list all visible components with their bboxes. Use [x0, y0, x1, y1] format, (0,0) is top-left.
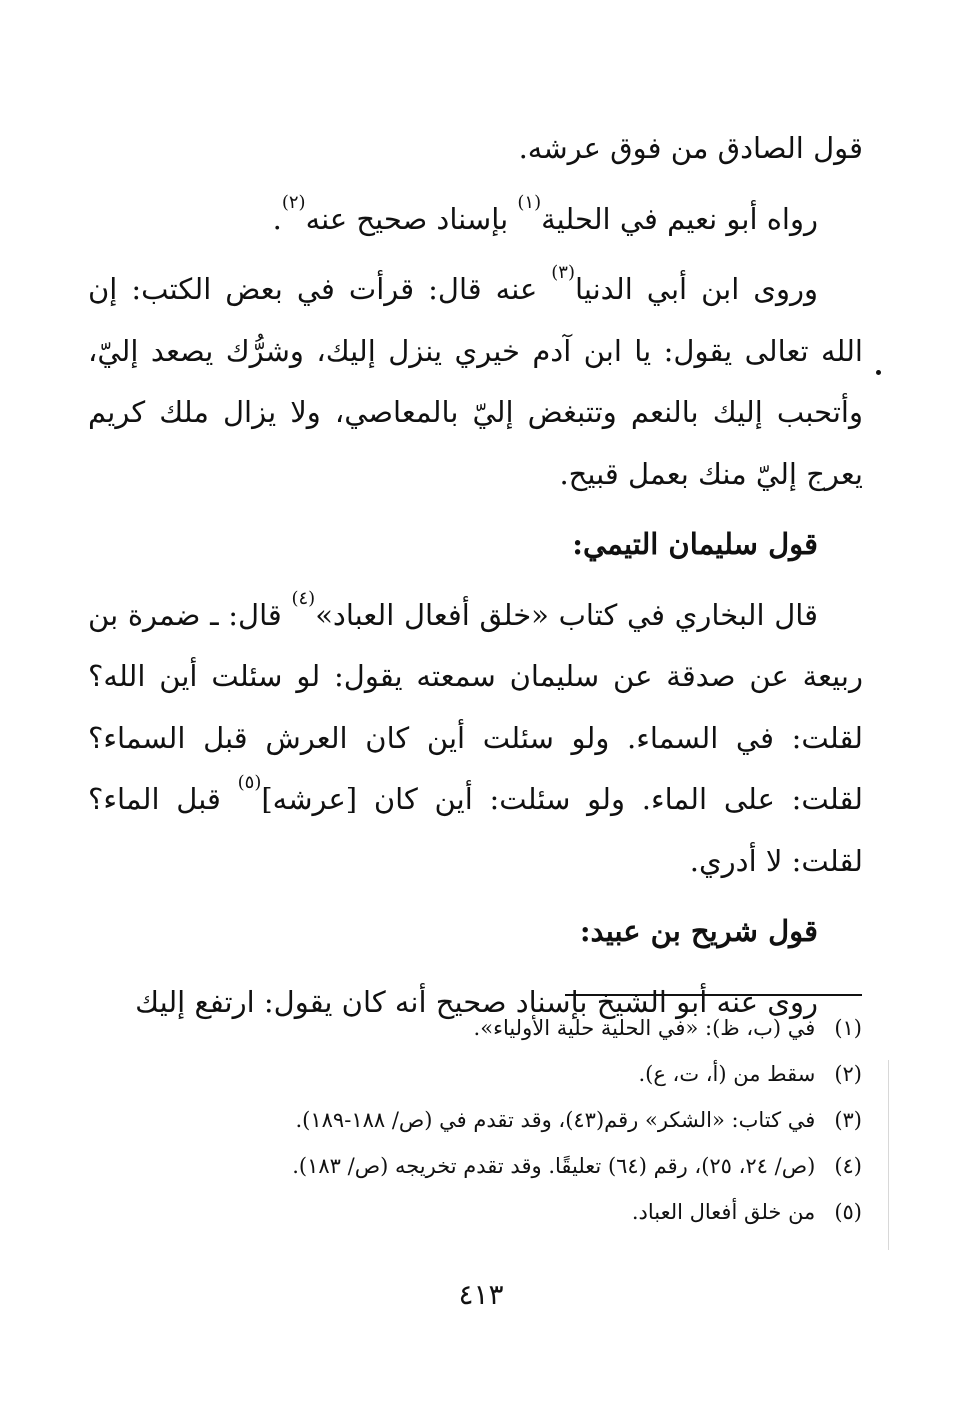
- main-text: [88, 118, 863, 1042]
- section-heading-shurayh: قول شريح بن عبيد:: [579, 914, 818, 948]
- paragraph-4: [88, 585, 863, 893]
- footnote-ref-1[interactable]: (١): [517, 191, 542, 213]
- paragraph-2-text-a: رواه أبو نعيم في الحلية: [541, 201, 818, 236]
- paragraph-5: روى عنه أبو الشيخ بإسناد صحيح أنه كان يقول: ارتفع إليك: [135, 984, 818, 1019]
- footnote-number: (٤): [834, 1154, 862, 1178]
- footnote-number: (٥): [834, 1200, 862, 1224]
- paragraph-2: [88, 189, 863, 251]
- footnote-number: (٣): [834, 1108, 862, 1132]
- paragraph-4-text-a: قال البخاري في كتاب «خلق أفعال العباد»: [315, 597, 819, 632]
- footnote-separator: [565, 994, 862, 996]
- paragraph-2-text-b: بإسناد صحيح عنه: [305, 201, 518, 236]
- footnote-ref-3[interactable]: (٣): [551, 262, 575, 283]
- paragraph-3-text-a: وروى ابن أبي الدنيا: [575, 272, 818, 306]
- footnote-text: في كتاب: «الشكر» رقم(٤٣)، وقد تقدم في (ص/ ١٨٨-١٨٩).: [295, 1108, 816, 1132]
- paragraph-1: قول الصادق من فوق عرشه.: [518, 131, 863, 165]
- footnote-text: (ص/ ٢٤، ٢٥)، رقم (٦٤) تعليقًا. وقد تقدم تخريجه (ص/ ١٨٣).: [292, 1154, 816, 1178]
- footnote-5: [150, 1189, 862, 1235]
- paragraph-4-text-b: قال: ـ ضمرة بن ربيعة عن صدقة عن سليمان سمعته يقول: لو سئلت أين الله؟ لقلت: في السماء. ولو سئلت أين كان العرش قبل السماء؟ لقلت: على الماء. ولو سئلت: أين كان [عرشه]: [88, 597, 863, 816]
- section-heading-sulayman: قول سليمان التيمي:: [572, 527, 818, 561]
- page-number: ٤١٣: [458, 1278, 504, 1311]
- footnote-4: [150, 1143, 862, 1189]
- paragraph-3-text-b: عنه قال: قرأت في بعض الكتب: إن الله تعالى يقول: يا ابن آدم خيري ينزل إليك، وشرُّك يصعد إليّ، وأتحبب إليك بالنعم وتتبغض إليّ بالمعاصي، ولا يزال ملك كريم يعرج إليّ منك بعمل قبيح.: [88, 272, 863, 491]
- footnotes: [150, 1005, 862, 1235]
- footnote-ref-5[interactable]: (٥): [237, 772, 262, 793]
- footnote-text: سقط من (أ، ت، ع).: [638, 1062, 816, 1086]
- paragraph-4-text-c: قبل الماء؟ لقلت: لا أدري.: [88, 782, 863, 878]
- footnote-2: [150, 1051, 862, 1097]
- footnote-ref-4[interactable]: (٤): [291, 587, 316, 609]
- footnote-3: [150, 1097, 862, 1143]
- footnote-number: (١): [834, 1016, 862, 1040]
- paragraph-2-text-c: .: [272, 201, 282, 236]
- footnote-1: [150, 1005, 862, 1051]
- footnote-ref-2[interactable]: (٢): [281, 191, 306, 213]
- margin-dot: [876, 370, 881, 375]
- page-edge-line: [888, 1060, 889, 1250]
- paragraph-3: [88, 259, 863, 505]
- footnote-text: من خلق أفعال العباد.: [631, 1200, 816, 1224]
- footnote-number: (٢): [834, 1062, 862, 1086]
- footnote-text: في (ب، ظ): «في الحلية حلية الأولياء».: [473, 1016, 816, 1040]
